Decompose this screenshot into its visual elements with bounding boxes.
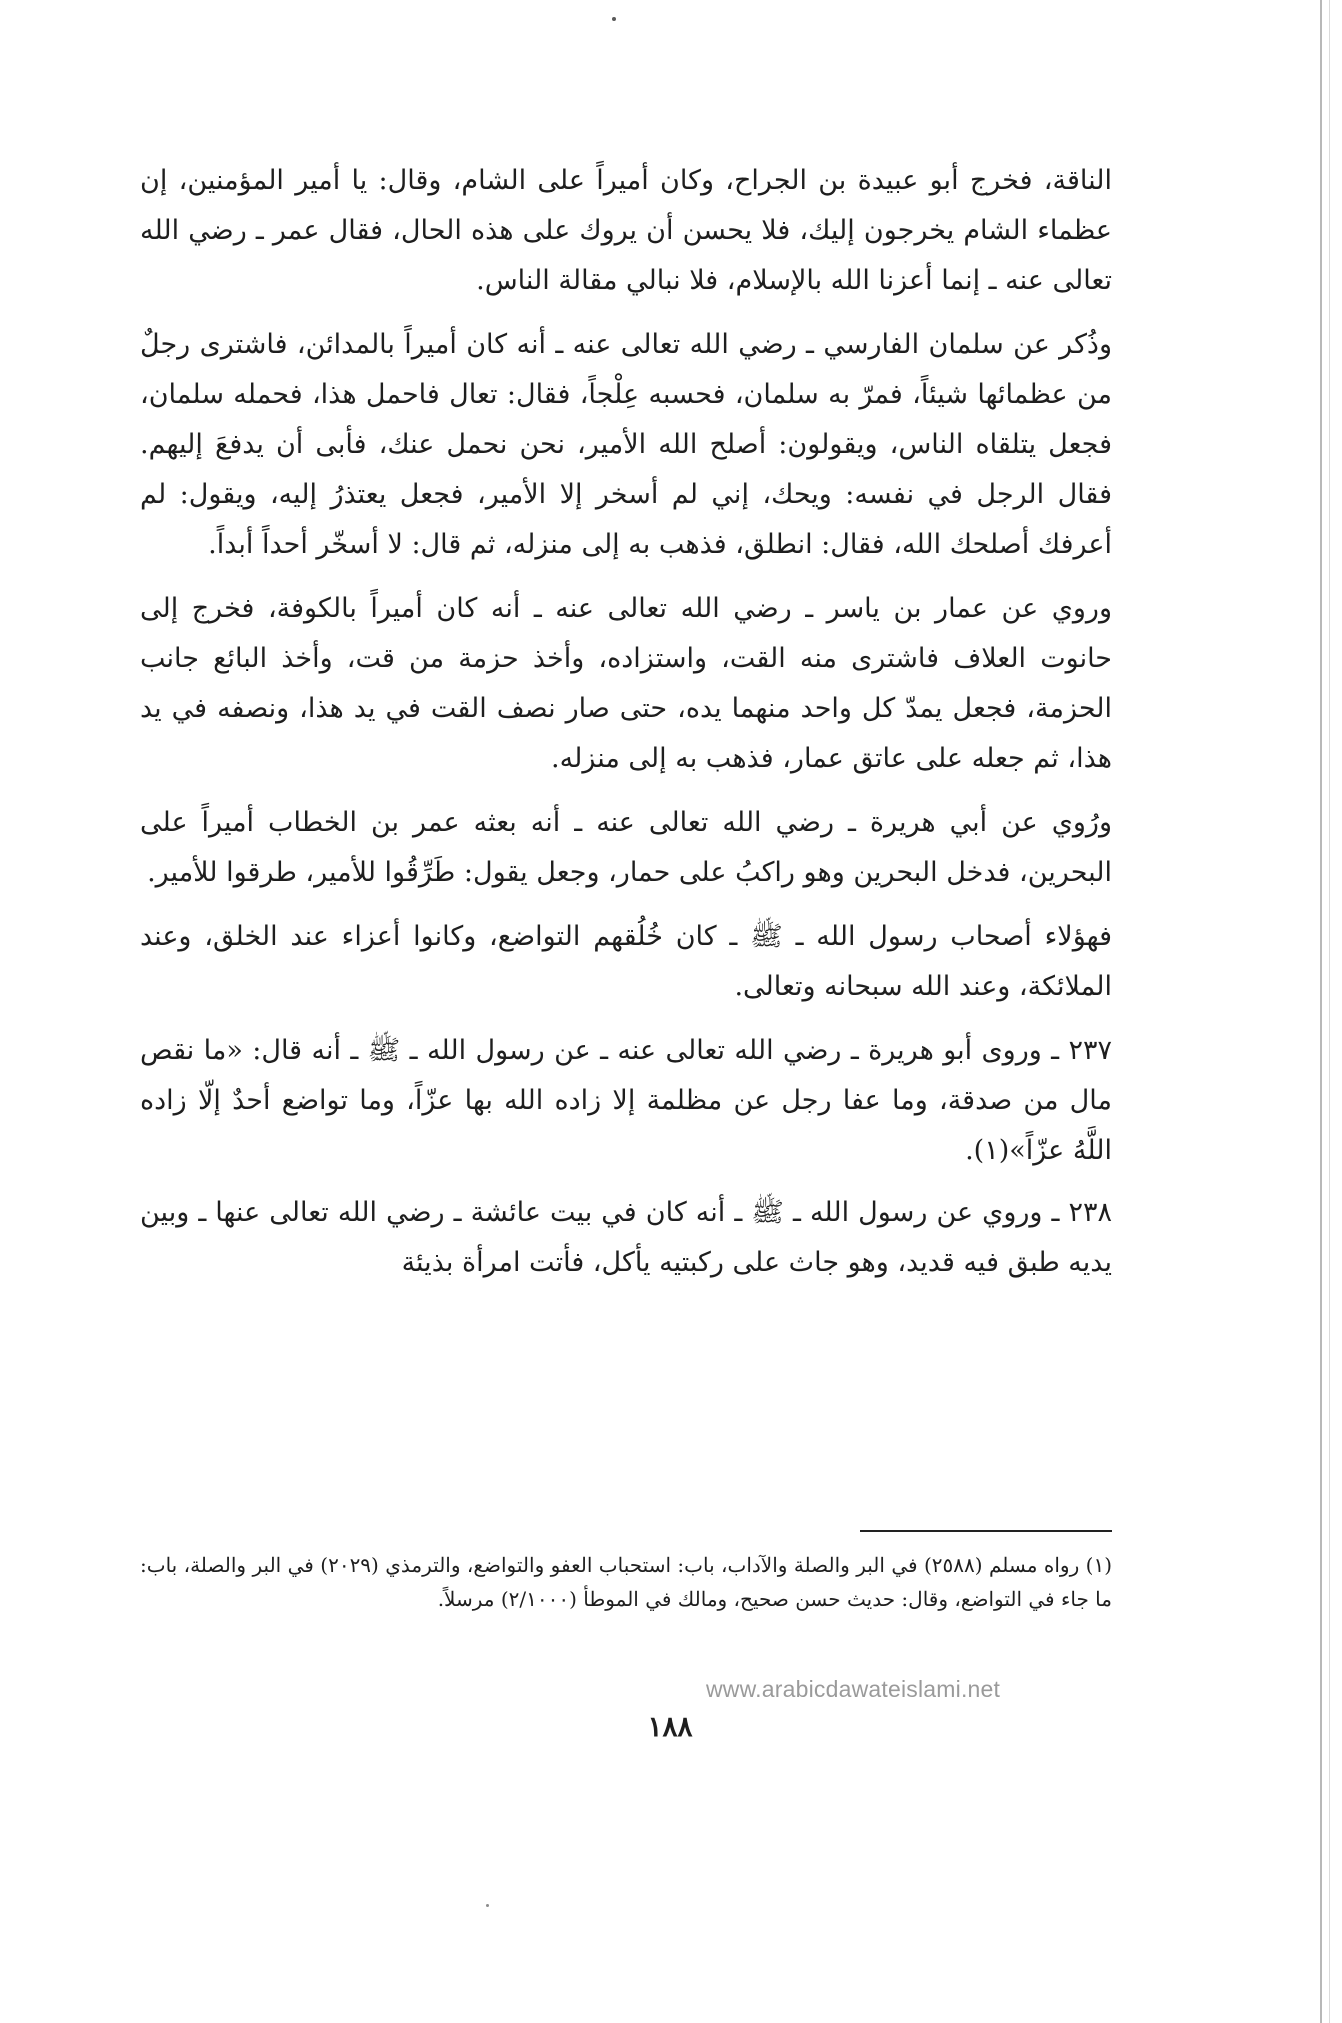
scan-speck xyxy=(612,17,616,21)
scan-speck xyxy=(486,1904,489,1907)
page-number: ١٨٨ xyxy=(647,1710,693,1743)
footnote: (١) رواه مسلم (٢٥٨٨) في البر والصلة والآداب، باب: استحباب العفو والتواضع، والترمذي (٢٠٢٩) في البر والصلة، باب: ما جاء في التواضع، وقال: حديث حسن صحيح، ومالك في الموطأ (٢/١٠٠٠) مرسلاً. xyxy=(140,1553,1112,1611)
footnote-divider xyxy=(860,1530,1112,1532)
scan-edge-line xyxy=(1320,0,1322,2023)
hadith-paragraph: ٢٣٨ ـ وروي عن رسول الله ـ ﷺ ـ أنه كان في بيت عائشة ـ رضي الله تعالى عنها ـ وبين يديه طبق فيه قديد، وهو جاث على ركبتيه يأكل، فأتت امرأة بذيئة xyxy=(140,1197,1112,1278)
paragraph: ورُوي عن أبي هريرة ـ رضي الله تعالى عنه ـ أنه بعثه عمر بن الخطاب أميراً على البحرين، فدخل البحرين وهو راكبُ على حمار، وجعل يقول: طَرِّقُوا للأمير، طرقوا للأمير. xyxy=(140,807,1112,888)
paragraph: الناقة، فخرج أبو عبيدة بن الجراح، وكان أميراً على الشام، وقال: يا أمير المؤمنين، إن عظماء الشام يخرجون إليك، فلا يحسن أن يروك على هذه الحال، فقال عمر ـ رضي الله تعالى عنه ـ إنما أعزنا الله بالإسلام، فلا نبالي مقالة الناس. xyxy=(140,165,1112,296)
paragraph: وروي عن عمار بن ياسر ـ رضي الله تعالى عنه ـ أنه كان أميراً بالكوفة، فخرج إلى حانوت العلاف فاشترى منه القت، واستزاده، وأخذ حزمة من قت، وأخذ البائع جانب الحزمة، فجعل يمدّ كل واحد منهما يده، حتى صار نصف القت في يد هذا، ونصفه في يد هذا، ثم جعله على عاتق عمار، فذهب به إلى منزله. xyxy=(140,593,1112,774)
paragraph: فهؤلاء أصحاب رسول الله ـ ﷺ ـ كان خُلُقهم التواضع، وكانوا أعزاء عند الخلق، وعند الملائكة، وعند الله سبحانه وتعالى. xyxy=(140,921,1112,1002)
hadith-paragraph: ٢٣٧ ـ وروى أبو هريرة ـ رضي الله تعالى عنه ـ عن رسول الله ـ ﷺ ـ أنه قال: «ما نقص مال من صدقة، وما عفا رجل عن مظلمة إلا زاده الله بها عزّاً، وما تواضع أحدٌ إلّا زاده اللَّهُ عزّاً»(١). xyxy=(140,1035,1112,1166)
body-text xyxy=(140,156,1112,1300)
scan-edge-line-faint xyxy=(1329,0,1330,2023)
watermark-url: www.arabicdawateislami.net xyxy=(706,1676,1001,1702)
paragraph: وذُكر عن سلمان الفارسي ـ رضي الله تعالى عنه ـ أنه كان أميراً بالمدائن، فاشترى رجلٌ من عظمائها شيئاً، فمرّ به سلمان، فحسبه عِلْجاً، فقال: تعال فاحمل هذا، فحمله سلمان، فجعل يتلقاه الناس، ويقولون: أصلح الله الأمير، نحن نحمل عنك، فأبى أن يدفعَ إليهم. فقال الرجل في نفسه: ويحك، إني لم أسخر إلا الأمير، فجعل يعتذرُ إليه، ويقول: لم أعرفك أصلحك الله، فقال: انطلق، فذهب به إلى منزله، ثم قال: لا أسخّر أحداً أبداً. xyxy=(140,329,1112,560)
